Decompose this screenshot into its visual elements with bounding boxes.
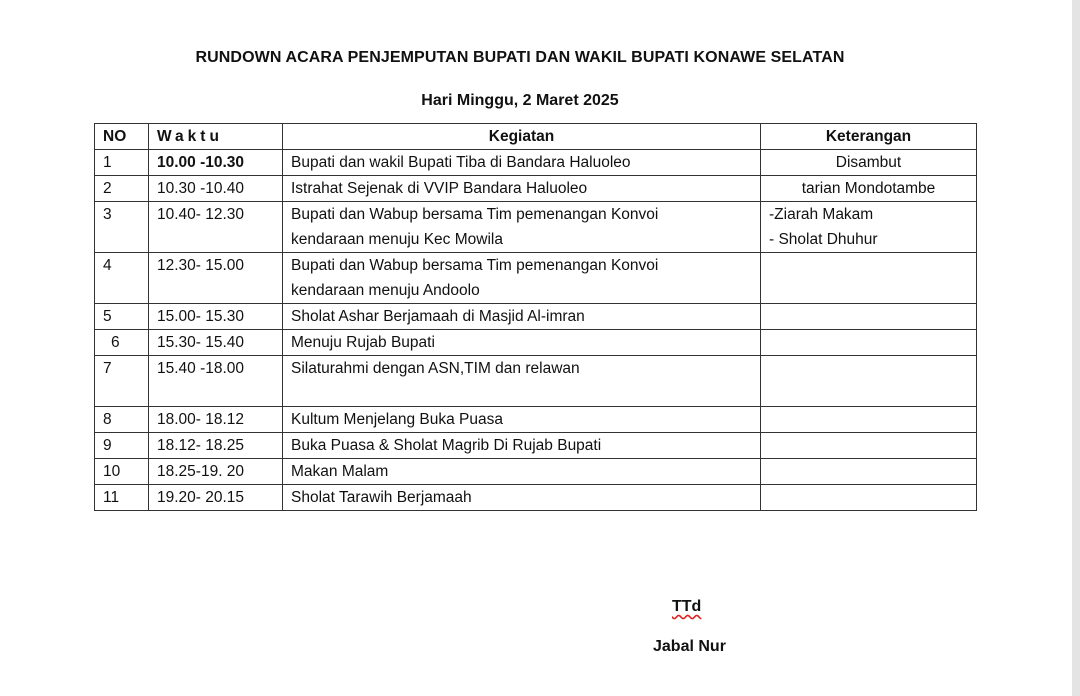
cell-kegiatan — [283, 304, 761, 330]
table-row — [95, 304, 977, 330]
kegiatan-line: Sholat Tarawih Berjamaah — [291, 489, 472, 506]
cell-keterangan — [761, 304, 977, 330]
kegiatan-line: kendaraan menuju Kec Mowila — [291, 231, 503, 248]
cell-no: 6 — [95, 330, 149, 356]
cell-waktu: 18.25-19. 20 — [149, 459, 283, 485]
header-waktu: Waktu — [149, 124, 283, 150]
table-row — [95, 150, 977, 176]
cell-waktu: 10.30 -10.40 — [149, 176, 283, 202]
cell-waktu: 12.30- 15.00 — [149, 253, 283, 304]
cell-no: 10 — [95, 459, 149, 485]
keterangan-line — [769, 356, 976, 381]
document-title: RUNDOWN ACARA PENJEMPUTAN BUPATI DAN WAKIL BUPATI KONAWE SELATAN — [195, 49, 845, 66]
cell-kegiatan — [283, 150, 761, 176]
cell-keterangan — [761, 176, 977, 202]
table-row — [95, 485, 977, 511]
cell-kegiatan — [283, 485, 761, 511]
kegiatan-line: Bupati dan wakil Bupati Tiba di Bandara Haluoleo — [291, 154, 631, 171]
kegiatan-line: Sholat Ashar Berjamaah di Masjid Al-imran — [291, 308, 585, 325]
table-row — [95, 433, 977, 459]
cell-keterangan — [761, 485, 977, 511]
cell-keterangan — [761, 407, 977, 433]
cell-kegiatan — [283, 253, 761, 304]
keterangan-line — [769, 433, 976, 458]
kegiatan-line: Silaturahmi dengan ASN,TIM dan relawan — [291, 360, 580, 377]
cell-no: 7 — [95, 356, 149, 407]
page-edge — [1072, 0, 1080, 696]
cell-no: 2 — [95, 176, 149, 202]
cell-no: 3 — [95, 202, 149, 253]
signature-ttd: TTd — [672, 598, 702, 615]
kegiatan-line: Kultum Menjelang Buka Puasa — [291, 411, 503, 428]
table-row — [95, 176, 977, 202]
keterangan-line — [769, 253, 976, 278]
header-no: NO — [95, 124, 149, 150]
kegiatan-line: kendaraan menuju Andoolo — [291, 282, 480, 299]
table-body — [95, 150, 977, 511]
table-row — [95, 459, 977, 485]
kegiatan-line: Buka Puasa & Sholat Magrib Di Rujab Bupati — [291, 437, 602, 454]
cell-kegiatan — [283, 459, 761, 485]
kegiatan-line: Istrahat Sejenak di VVIP Bandara Haluoleo — [291, 180, 588, 197]
cell-keterangan — [761, 330, 977, 356]
cell-waktu: 15.30- 15.40 — [149, 330, 283, 356]
header-keterangan: Keterangan — [761, 124, 977, 150]
cell-no: 8 — [95, 407, 149, 433]
table-row — [95, 330, 977, 356]
cell-no: 1 — [95, 150, 149, 176]
cell-kegiatan — [283, 407, 761, 433]
cell-keterangan — [761, 356, 977, 407]
keterangan-line: Disambut — [835, 154, 902, 171]
cell-keterangan — [761, 150, 977, 176]
cell-waktu: 18.00- 18.12 — [149, 407, 283, 433]
cell-keterangan — [761, 433, 977, 459]
kegiatan-line: Makan Malam — [291, 463, 389, 480]
header-kegiatan: Kegiatan — [283, 124, 761, 150]
keterangan-line — [769, 407, 976, 432]
cell-waktu: 18.12- 18.25 — [149, 433, 283, 459]
kegiatan-line: Menuju Rujab Bupati — [291, 334, 435, 351]
cell-waktu: 15.00- 15.30 — [149, 304, 283, 330]
kegiatan-line: Bupati dan Wabup bersama Tim pemenangan Konvoi — [291, 206, 659, 223]
keterangan-line — [769, 330, 976, 355]
table-row — [95, 356, 977, 407]
cell-kegiatan — [283, 202, 761, 253]
kegiatan-line — [291, 381, 760, 406]
keterangan-line — [769, 304, 976, 329]
signature-name: Jabal Nur — [653, 638, 726, 655]
cell-no: 5 — [95, 304, 149, 330]
cell-kegiatan — [283, 176, 761, 202]
kegiatan-line: Bupati dan Wabup bersama Tim pemenangan Konvoi — [291, 257, 659, 274]
cell-no: 9 — [95, 433, 149, 459]
cell-keterangan — [761, 459, 977, 485]
cell-waktu: 19.20- 20.15 — [149, 485, 283, 511]
table-row — [95, 202, 977, 253]
table-row — [95, 253, 977, 304]
cell-keterangan — [761, 202, 977, 253]
cell-kegiatan — [283, 433, 761, 459]
keterangan-line: tarian Mondotambe — [801, 180, 936, 197]
cell-waktu: 15.40 -18.00 — [149, 356, 283, 407]
table-row — [95, 407, 977, 433]
keterangan-line: -Ziarah Makam — [769, 206, 874, 223]
cell-no: 11 — [95, 485, 149, 511]
keterangan-line: - Sholat Dhuhur — [769, 231, 878, 248]
keterangan-line — [769, 459, 976, 484]
cell-waktu: 10.00 -10.30 — [149, 150, 283, 176]
table-header-row — [95, 124, 977, 150]
document-date: Hari Minggu, 2 Maret 2025 — [421, 92, 619, 109]
keterangan-line — [769, 485, 976, 510]
cell-kegiatan — [283, 330, 761, 356]
cell-kegiatan — [283, 356, 761, 407]
cell-keterangan — [761, 253, 977, 304]
cell-waktu: 10.40- 12.30 — [149, 202, 283, 253]
rundown-table — [94, 123, 977, 511]
cell-no: 4 — [95, 253, 149, 304]
